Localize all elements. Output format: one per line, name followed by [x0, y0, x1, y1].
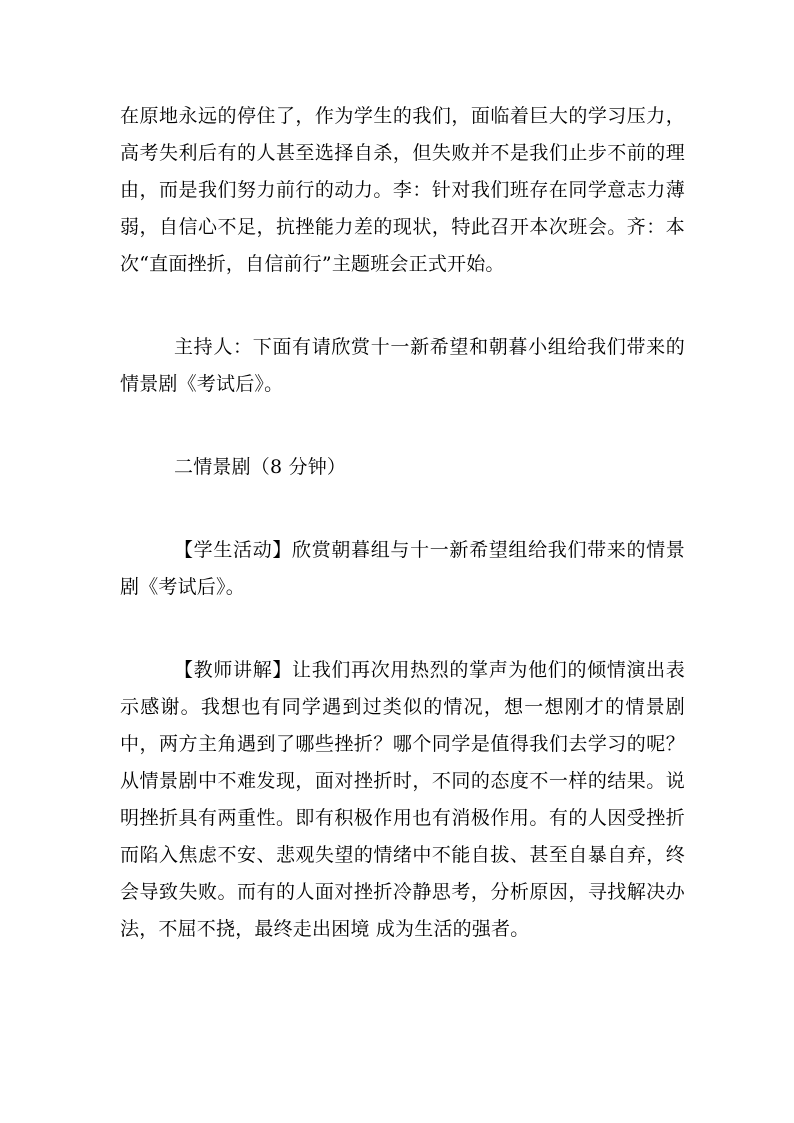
- paragraph-intro: 在原地永远的停住了，作为学生的我们，面临着巨大的学习压力，高考失利后有的人甚至选择自杀，但失败并不是我们止步不前的理由，而是我们努力前行的动力。李：针对我们班存在同学意志力薄弱，自信心不足，抗挫能力差的现状，特此召开本次班会。齐：本次“直面挫折，自信前行”主题班会正式开始。: [120, 105, 685, 275]
- paragraph-student-activity: 【学生活动】欣赏朝暮组与十一新希望组给我们带来的情景剧《考试后》。: [120, 539, 685, 598]
- paragraph-teacher-explanation: 【教师讲解】让我们再次用热烈的掌声为他们的倾情演出表示感谢。我想也有同学遇到过类似的情况，想一想刚才的情景剧中，两方主角遇到了哪些挫折？哪个同学是值得我们去学习的呢？ 从情景剧中不难发现，面对挫折时，不同的态度不一样的结果。说明挫折具有两重性。即有积极作用也有消极作用。有的人因受挫折而陷入焦虑不安、悲观失望的情绪中不能自拔、甚至自暴自弃，终会导致失败。而有的人面对挫折冷静思考，分析原因，寻找解决办法，不屈不挠，最终走出困境 成为生活的强者。: [120, 659, 685, 940]
- document-body: [120, 98, 685, 948]
- paragraph-section-heading: 二情景剧（8 分钟）: [174, 456, 347, 478]
- paragraph-host: 主持人：下面有请欣赏十一新希望和朝暮小组给我们带来的情景剧《考试后》。: [120, 336, 685, 395]
